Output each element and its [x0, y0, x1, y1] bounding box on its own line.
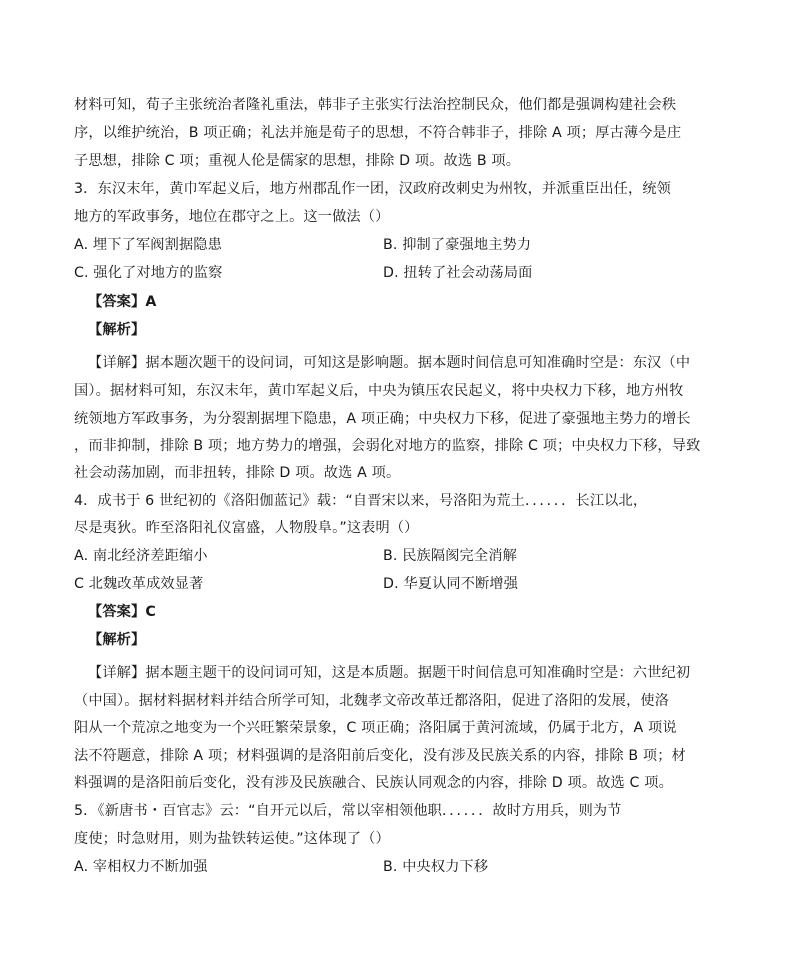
q5-option-b: B. 中央权力下移 [383, 859, 489, 875]
q2-analysis-line-2: 序，以维护统治，B 项正确；礼法并施是荀子的思想，不符合韩非子，排除 A 项；厚古薄今是庄 [74, 125, 682, 141]
q4-option-c: C 北魏改革成效显著 [74, 576, 204, 592]
q3-option-b: B. 抑制了豪强地主势力 [383, 237, 532, 253]
q3-analysis-heading: 【解析】 [88, 322, 146, 338]
q4-detail-line-2: （中国）。据材料据材料并结合所学可知，北魏孝文帝改革迁都洛阳，促进了洛阳的发展，使洛 [74, 693, 670, 709]
q4-option-b: B. 民族隔阂完全消解 [383, 548, 517, 564]
q4-answer: 【答案】C [88, 604, 156, 620]
q3-option-d: D. 扭转了社会动荡局面 [383, 265, 533, 281]
q4-analysis-heading: 【解析】 [88, 632, 146, 648]
q2-analysis-line-3: 子思想，排除 C 项；重视人伦是儒家的思想，排除 D 项。故选 B 项。 [74, 153, 521, 169]
q5-stem-line-1: 5．《新唐书・百官志》云：“自开元以后，常以宰相领他职．．．．．．故时方用兵，则为节 [74, 803, 622, 819]
q4-detail-line-1: 【详解】据本题主题干的设问词可知，这是本质题。据题干时间信息可知准确时空是：六世纪初 [88, 665, 691, 681]
q3-detail-line-3: 统领地方军政事务，为分裂割据埋下隐患，A 项正确；中央权力下移，促进了豪强地主势力的增长 [74, 411, 691, 427]
q3-detail-line-4: ，而非抑制，排除 B 项；地方势力的增强，会弱化对地方的监察，排除 C 项；中央权力下移，导致 [74, 438, 701, 454]
q3-option-c: C. 强化了对地方的监察 [74, 265, 223, 281]
q3-answer: 【答案】A [88, 294, 157, 310]
q4-detail-line-4: 法不符题意，排除 A 项；材料强调的是洛阳前后变化，没有涉及民族关系的内容，排除 B 项；材 [74, 748, 686, 764]
q3-detail-line-5: 社会动荡加剧，而非扭转，排除 D 项。故选 A 项。 [74, 465, 401, 481]
q4-stem-line-2: 尽是夷狄。昨至洛阳礼仪富盛，人物殷阜。”这表明（） [74, 520, 419, 536]
q2-analysis-line-1: 材料可知，荀子主张统治者隆礼重法，韩非子主张实行法治控制民众，他们都是强调构建社会秩 [74, 97, 677, 113]
q4-option-d: D. 华夏认同不断增强 [383, 576, 519, 592]
q4-option-a: A. 南北经济差距缩小 [74, 548, 208, 564]
q4-detail-line-5: 料强调的是洛阳前后变化，没有涉及民族融合、民族认同观念的内容，排除 D 项。故选 C 项。 [74, 775, 673, 791]
q4-stem-line-1: 4．成书于 6 世纪初的《洛阳伽蓝记》载：“自晋宋以来，号洛阳为荒土．．．．．．长江以北， [74, 493, 648, 509]
q3-stem-line-1: 3．东汉末年，黄巾军起义后，地方州郡乱作一团，汉政府改刺史为州牧，并派重臣出任，统领 [74, 181, 672, 197]
q3-detail-line-2: 国）。据材料可知，东汉末年，黄巾军起义后，中央为镇压农民起义，将中央权力下移，地方州牧 [74, 383, 684, 399]
q5-stem-line-2: 度使；时急财用，则为盐铁转运使。”这体现了（） [74, 831, 390, 847]
q3-stem-line-2: 地方的军政事务，地位在郡守之上。这一做法（） [74, 209, 390, 225]
q5-option-a: A. 宰相权力不断加强 [74, 859, 208, 875]
q3-option-a: A. 埋下了军阀割据隐患 [74, 237, 222, 253]
q3-detail-line-1: 【详解】据本题次题干的设问词，可知这是影响题。据本题时间信息可知准确时空是：东汉（中 [88, 355, 691, 371]
q4-detail-line-3: 阳从一个荒凉之地变为一个兴旺繁荣景象，C 项正确；洛阳属于黄河流域，仍属于北方，A 项说 [74, 720, 677, 736]
